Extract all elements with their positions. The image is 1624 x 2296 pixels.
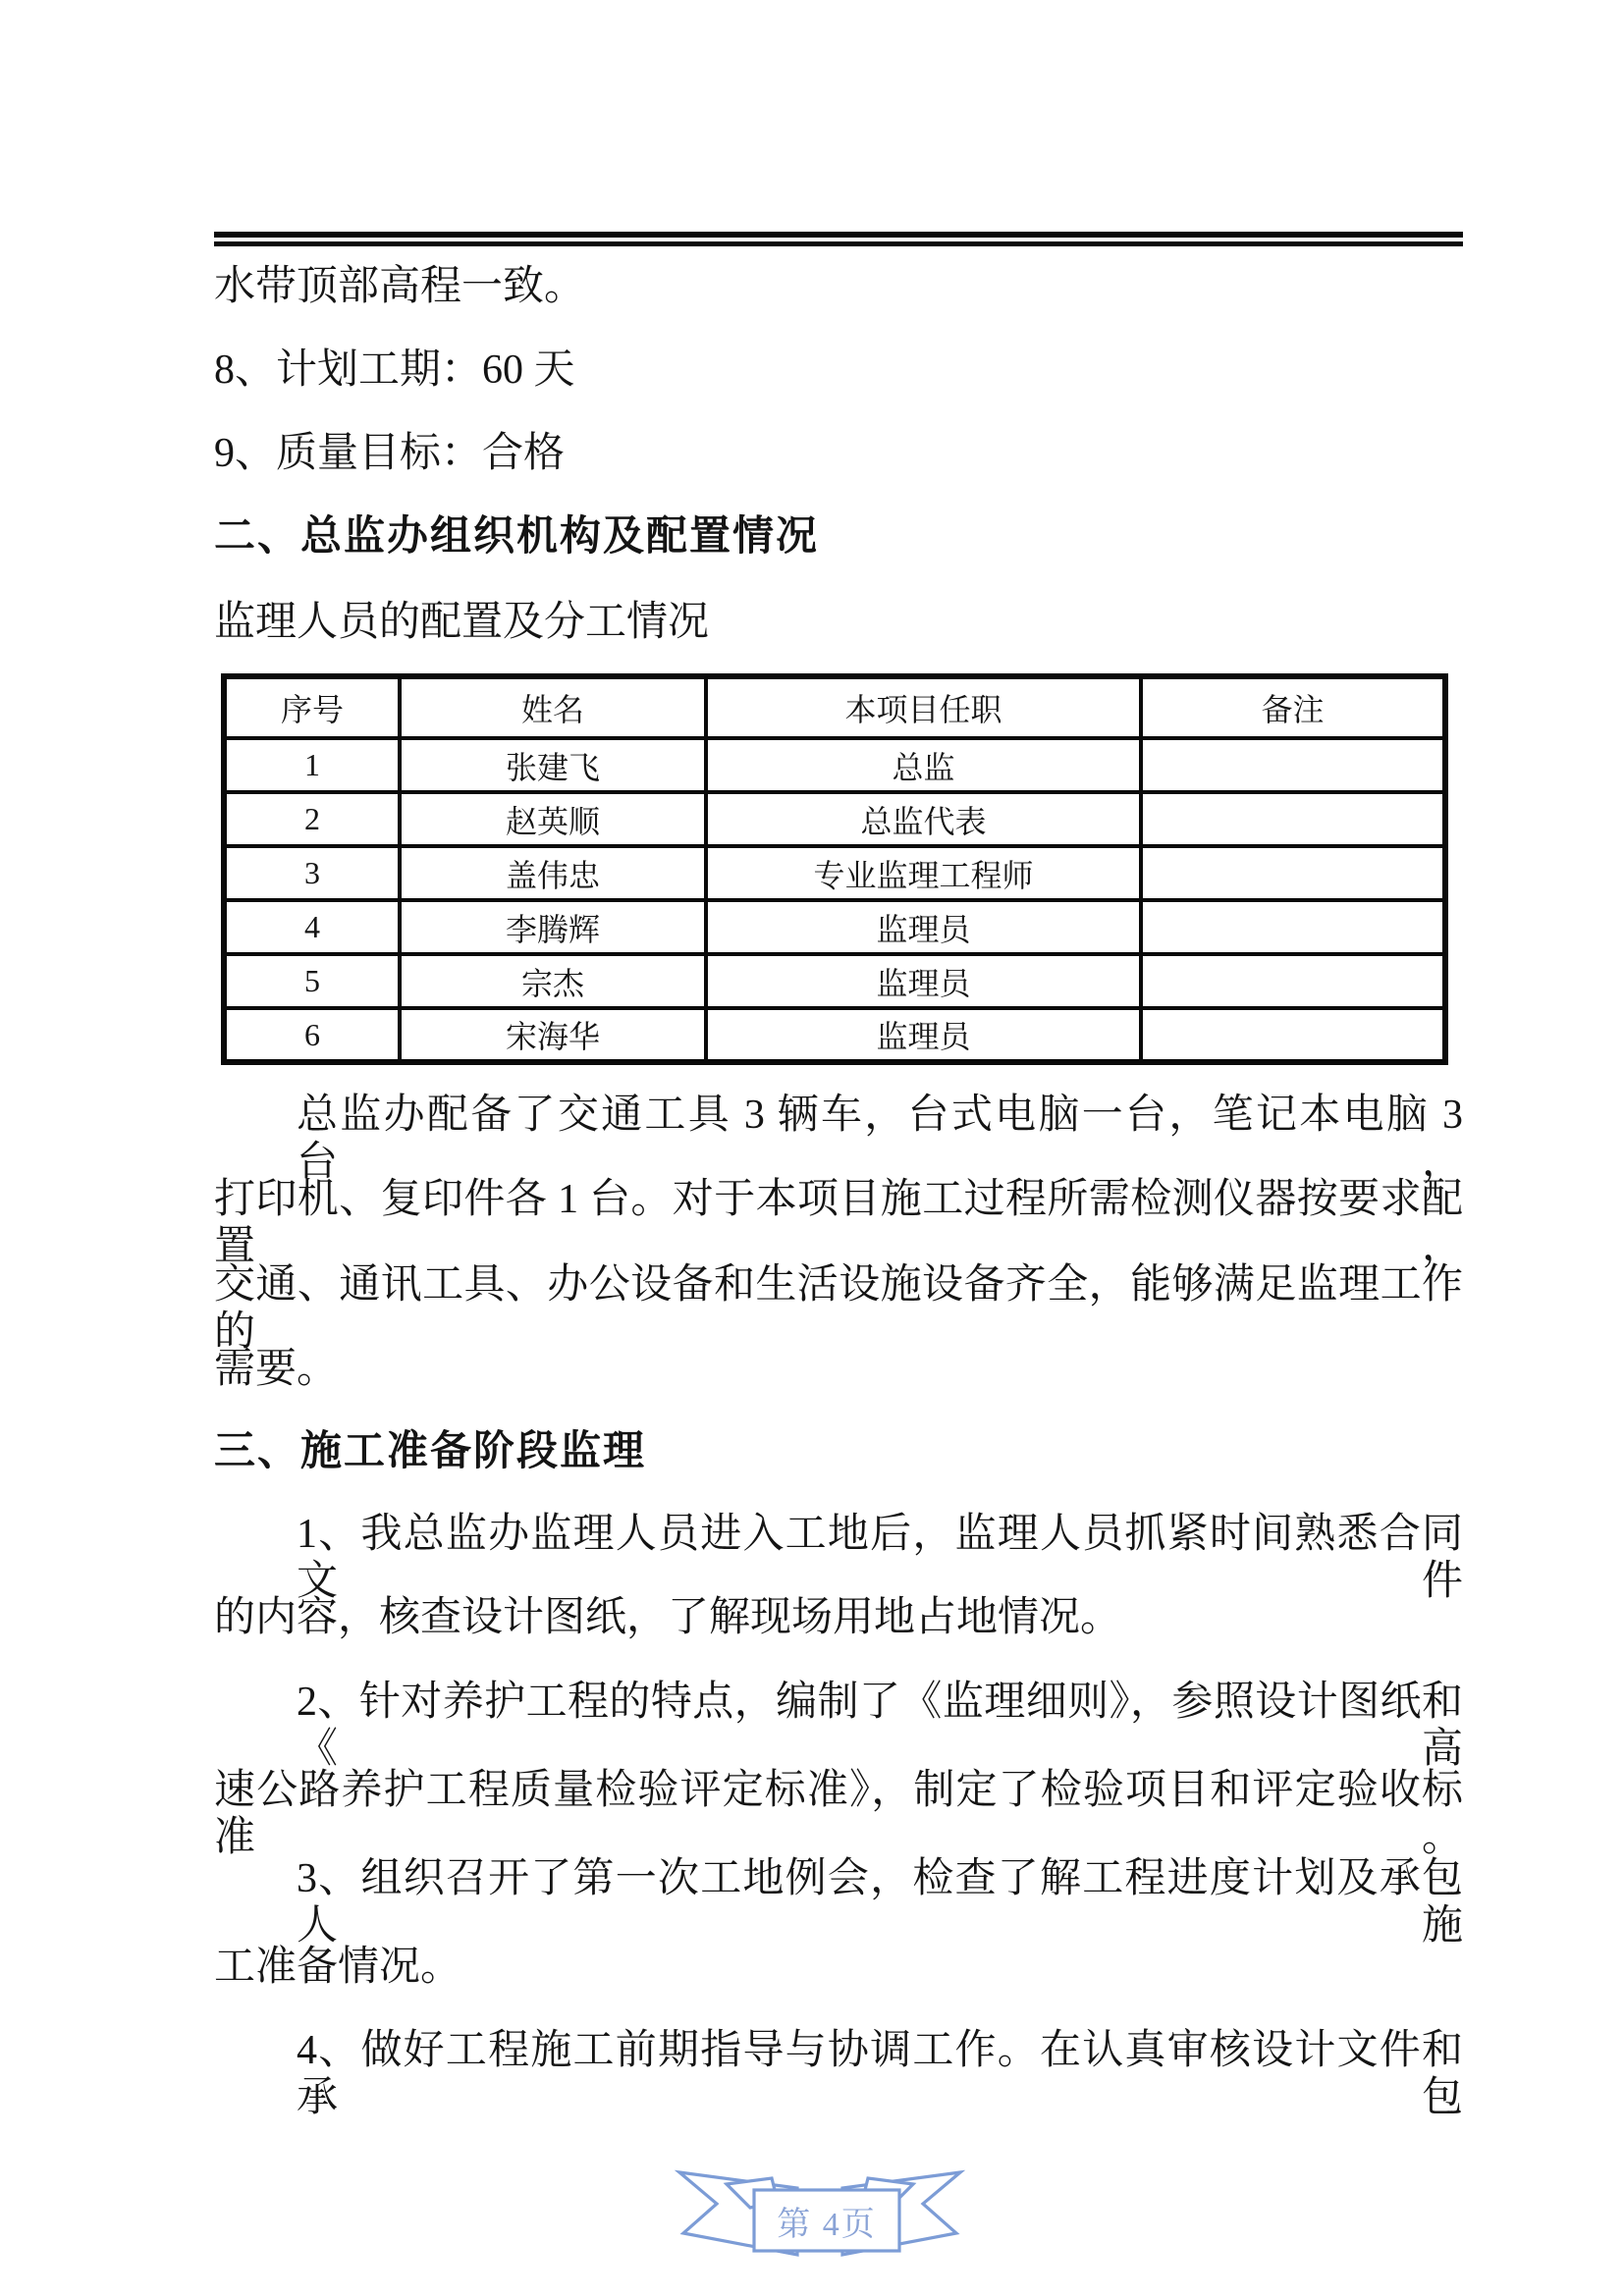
table-cell: 总监 <box>706 738 1141 792</box>
table-header-cell: 序号 <box>224 676 400 738</box>
body-line-quality-target: 9、质量目标：合格 <box>214 431 566 476</box>
body-line: 水带顶部高程一致。 <box>214 264 586 309</box>
table-row <box>224 954 1445 1008</box>
paragraph-line: 需要。 <box>214 1347 339 1392</box>
table-cell: 宗杰 <box>400 954 706 1008</box>
table-cell: 盖伟忠 <box>400 846 706 900</box>
list-item-line: 工准备情况。 <box>214 1945 462 1990</box>
table-row <box>224 900 1445 954</box>
table-cell <box>1141 846 1445 900</box>
table-cell <box>1141 1008 1445 1062</box>
table-cell: 监理员 <box>706 954 1141 1008</box>
list-item-line: 3、组织召开了第一次工地例会，检查了解工程进度计划及承包人施 <box>297 1856 1463 1949</box>
table-cell: 6 <box>224 1008 400 1062</box>
table-cell: 监理员 <box>706 1008 1141 1062</box>
table-cell <box>1141 792 1445 846</box>
staff-table <box>221 673 1448 1065</box>
table-row <box>224 792 1445 846</box>
paragraph-line: 总监办配备了交通工具 3 辆车，台式电脑一台，笔记本电脑 3 台， <box>297 1093 1463 1185</box>
paragraph-line: 交通、通讯工具、办公设备和生活设施设备齐全，能够满足监理工作的 <box>214 1262 1463 1355</box>
table-cell: 张建飞 <box>400 738 706 792</box>
table-cell: 5 <box>224 954 400 1008</box>
section-heading-2: 二、总监办组织机构及配置情况 <box>214 514 820 560</box>
list-item-line: 速公路养护工程质量检验评定标准》，制定了检验项目和评定验收标准。 <box>214 1768 1463 1860</box>
table-cell <box>1141 900 1445 954</box>
table-cell: 李腾辉 <box>400 900 706 954</box>
table-header-cell: 本项目任职 <box>706 676 1141 738</box>
section-heading-3: 三、施工准备阶段监理 <box>214 1429 647 1474</box>
table-header-cell: 备注 <box>1141 676 1445 738</box>
list-item-line: 4、做好工程施工前期指导与协调工作。在认真审核设计文件和承包 <box>297 2028 1463 2120</box>
table-cell: 专业监理工程师 <box>706 846 1141 900</box>
table-cell: 宋海华 <box>400 1008 706 1062</box>
table-cell: 4 <box>224 900 400 954</box>
table-cell: 3 <box>224 846 400 900</box>
list-item-line: 1、我总监办监理人员进入工地后，监理人员抓紧时间熟悉合同文件 <box>297 1512 1463 1604</box>
table-cell: 总监代表 <box>706 792 1141 846</box>
table-cell <box>1141 738 1445 792</box>
table-header-row <box>224 676 1445 738</box>
table-cell: 2 <box>224 792 400 846</box>
table-row <box>224 738 1445 792</box>
list-item-line: 2、针对养护工程的特点，编制了《监理细则》，参照设计图纸和《高 <box>297 1680 1463 1772</box>
table-row <box>224 846 1445 900</box>
table-cell <box>1141 954 1445 1008</box>
table-cell: 监理员 <box>706 900 1141 954</box>
header-divider-rule <box>214 232 1463 246</box>
table-row <box>224 1008 1445 1062</box>
page-number-label: 第 4页 <box>777 2206 877 2243</box>
paragraph-line: 打印机、复印件各 1 台。对于本项目施工过程所需检测仪器按要求配置， <box>214 1177 1463 1269</box>
table-header-cell: 姓名 <box>400 676 706 738</box>
body-line-plan-duration: 8、计划工期：60 天 <box>214 347 575 393</box>
page-number-ribbon <box>668 2163 972 2265</box>
table-cell: 1 <box>224 738 400 792</box>
table-caption-line: 监理人员的配置及分工情况 <box>214 600 710 645</box>
table-cell: 赵英顺 <box>400 792 706 846</box>
list-item-line: 的内容，核查设计图纸，了解现场用地占地情况。 <box>214 1595 1122 1640</box>
